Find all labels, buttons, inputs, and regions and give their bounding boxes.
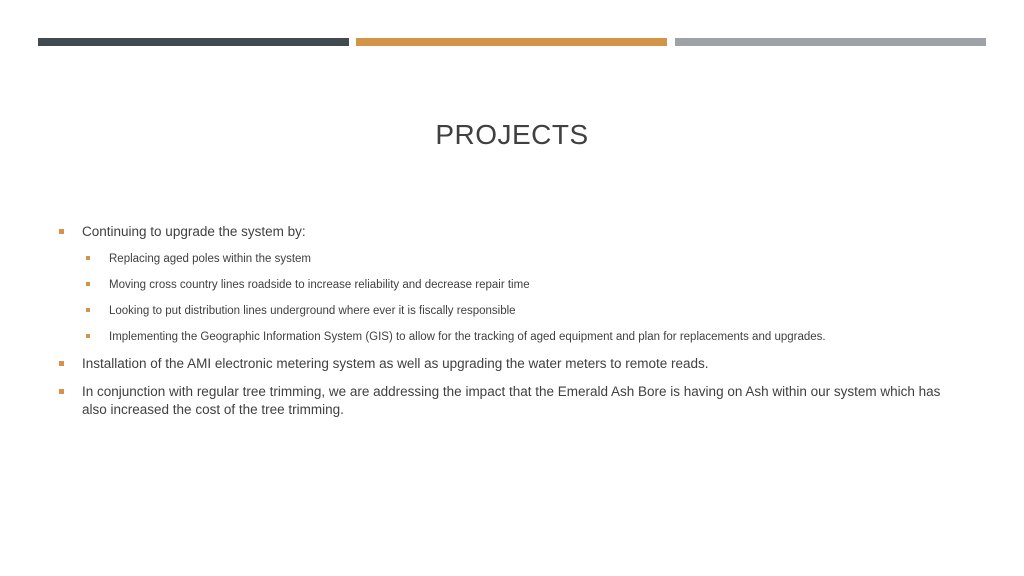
square-bullet-icon <box>59 389 64 394</box>
slide-title: PROJECTS <box>435 119 589 150</box>
bullet-text: Continuing to upgrade the system by: <box>82 224 306 239</box>
bullet-text: In conjunction with regular tree trimming, we are addressing the impact that the Emerald Ash Bore is having on Ash within our system which has also increased the cost of the tree trimming. <box>82 384 941 417</box>
header-bar-gray <box>675 38 986 46</box>
square-bullet-icon <box>86 256 90 260</box>
bullet-list <box>56 223 966 429</box>
square-bullet-icon <box>86 282 90 286</box>
square-bullet-icon <box>86 308 90 312</box>
sub-bullet-text: Moving cross country lines roadside to increase reliability and decrease repair time <box>109 279 530 291</box>
sub-bullet-item <box>56 251 966 267</box>
bullet-item <box>56 355 966 373</box>
square-bullet-icon <box>59 229 64 234</box>
header-bar-orange <box>356 38 667 46</box>
square-bullet-icon <box>86 334 90 338</box>
bullet-item <box>56 223 966 241</box>
sub-bullet-item <box>56 277 966 293</box>
sub-bullet-text: Looking to put distribution lines underground where ever it is fiscally responsible <box>109 305 516 317</box>
sub-bullet-item <box>56 303 966 319</box>
square-bullet-icon <box>59 361 64 366</box>
sub-bullet-text: Implementing the Geographic Information System (GIS) to allow for the tracking of aged equipment and plan for replacements and upgrades. <box>109 331 826 343</box>
bullet-text: Installation of the AMI electronic metering system as well as upgrading the water meters to remote reads. <box>82 356 709 371</box>
sub-bullet-item <box>56 329 966 345</box>
bullet-item <box>56 383 966 419</box>
header-bar-dark <box>38 38 349 46</box>
sub-bullet-text: Replacing aged poles within the system <box>109 253 312 265</box>
